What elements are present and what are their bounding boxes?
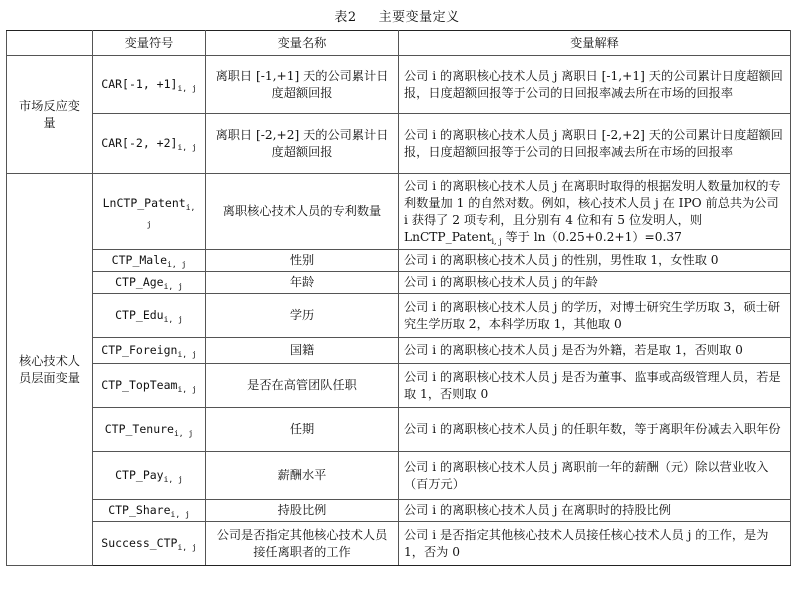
variable-name: 离职日 [-1,+1] 天的公司累计日度超额回报 bbox=[206, 56, 399, 114]
header-symbol: 变量符号 bbox=[93, 31, 206, 56]
variable-name: 性别 bbox=[206, 250, 399, 272]
table-row bbox=[7, 294, 791, 338]
group-market: 市场反应变量 bbox=[7, 56, 93, 174]
variable-description: 公司 i 的离职核心技术人员 j 是否为外籍，若是取 1，否则取 0 bbox=[399, 338, 791, 364]
variable-symbol: CTP_Tenure$_{i, j}$ bbox=[93, 408, 206, 452]
variable-description: 公司 i 的离职核心技术人员 j 的任职年数，等于离职年份减去入职年份 bbox=[399, 408, 791, 452]
table-row bbox=[7, 114, 791, 174]
table-row bbox=[7, 522, 791, 566]
table-row bbox=[7, 272, 791, 294]
variable-name: 薪酬水平 bbox=[206, 452, 399, 500]
table-row bbox=[7, 56, 791, 114]
header-name: 变量名称 bbox=[206, 31, 399, 56]
variable-symbol: LnCTP_Patent$_{i, j}$ bbox=[93, 174, 206, 250]
caption-title: 主要变量定义 bbox=[378, 10, 460, 25]
table-row bbox=[7, 500, 791, 522]
group-ctp: 核心技术人员层面变量 bbox=[7, 174, 93, 566]
variable-symbol: CAR[-2, $+2]_{i, j}$ bbox=[93, 114, 206, 174]
variable-symbol: CTP_Foreign$_{i, j}$ bbox=[93, 338, 206, 364]
variable-definition-table bbox=[6, 30, 791, 566]
variable-symbol: CTP_Pay$_{i, j}$ bbox=[93, 452, 206, 500]
variable-description: 公司 i 的离职核心技术人员 j 的学历，对博士研究生学历取 3，硕士研究生学历取 2，本科学历取 1，其他取 0 bbox=[399, 294, 791, 338]
variable-description: 公司 i 的离职核心技术人员 j 在离职时的持股比例 bbox=[399, 500, 791, 522]
variable-name: 年龄 bbox=[206, 272, 399, 294]
variable-description: 公司 i 的离职核心技术人员 j 离职日 [-1,+1] 天的公司累计日度超额回报，日度超额回报等于公司的日回报率减去所在市场的回报率 bbox=[399, 56, 791, 114]
variable-symbol: CTP_Age$_{i, j}$ bbox=[93, 272, 206, 294]
variable-description: 公司 i 的离职核心技术人员 j 离职日 [-2,+2] 天的公司累计日度超额回报，日度超额回报等于公司的日回报率减去所在市场的回报率 bbox=[399, 114, 791, 174]
variable-name: 学历 bbox=[206, 294, 399, 338]
variable-name: 任期 bbox=[206, 408, 399, 452]
variable-name: 国籍 bbox=[206, 338, 399, 364]
variable-symbol: CTP_Share$_{i, j}$ bbox=[93, 500, 206, 522]
caption-number: 表2 bbox=[334, 10, 357, 25]
variable-symbol: CTP_Male$_{i, j}$ bbox=[93, 250, 206, 272]
variable-name: 离职核心技术人员的专利数量 bbox=[206, 174, 399, 250]
table-caption bbox=[0, 6, 794, 25]
table-row bbox=[7, 250, 791, 272]
variable-name: 公司是否指定其他核心技术人员接任离职者的工作 bbox=[206, 522, 399, 566]
variable-symbol: $Success\_CTP_{i, j}$ bbox=[93, 522, 206, 566]
variable-name: 是否在高管团队任职 bbox=[206, 364, 399, 408]
table-row bbox=[7, 364, 791, 408]
variable-description: 公司 i 的离职核心技术人员 j 的年龄 bbox=[399, 272, 791, 294]
table-row bbox=[7, 338, 791, 364]
variable-symbol: CTP_TopTeam$_{i, j}$ bbox=[93, 364, 206, 408]
variable-symbol: CTP_Edu$_{i, j}$ bbox=[93, 294, 206, 338]
table-row bbox=[7, 452, 791, 500]
table-row bbox=[7, 174, 791, 250]
variable-symbol: CAR[-1, $+1]_{i, j}$ bbox=[93, 56, 206, 114]
variable-name: 离职日 [-2,+2] 天的公司累计日度超额回报 bbox=[206, 114, 399, 174]
variable-description: 公司 i 的离职核心技术人员 j 在离职时取得的根据发明人数量加权的专利数量加 1 的自然对数。例如，核心技术人员 j 在 IPO 前总共为公司 i 获得了 2 项专利，且分别有 4 位和有 5 位发明人，则 LnCTP_Patent$_{i, j}$ 等于 ln（0.25+0.2+1）=0.37 bbox=[399, 174, 791, 250]
variable-description: 公司 i 的离职核心技术人员 j 的性别，男性取 1，女性取 0 bbox=[399, 250, 791, 272]
variable-name: 持股比例 bbox=[206, 500, 399, 522]
variable-description: 公司 i 是否指定其他核心技术人员接任核心技术人员 j 的工作，是为 1，否为 0 bbox=[399, 522, 791, 566]
variable-description: 公司 i 的离职核心技术人员 j 是否为董事、监事或高级管理人员，若是取 1，否则取 0 bbox=[399, 364, 791, 408]
header-description: 变量解释 bbox=[399, 31, 791, 56]
header-group bbox=[7, 31, 93, 56]
table-row bbox=[7, 408, 791, 452]
variable-description: 公司 i 的离职核心技术人员 j 离职前一年的薪酬（元）除以营业收入（百万元） bbox=[399, 452, 791, 500]
header-row bbox=[7, 31, 791, 56]
